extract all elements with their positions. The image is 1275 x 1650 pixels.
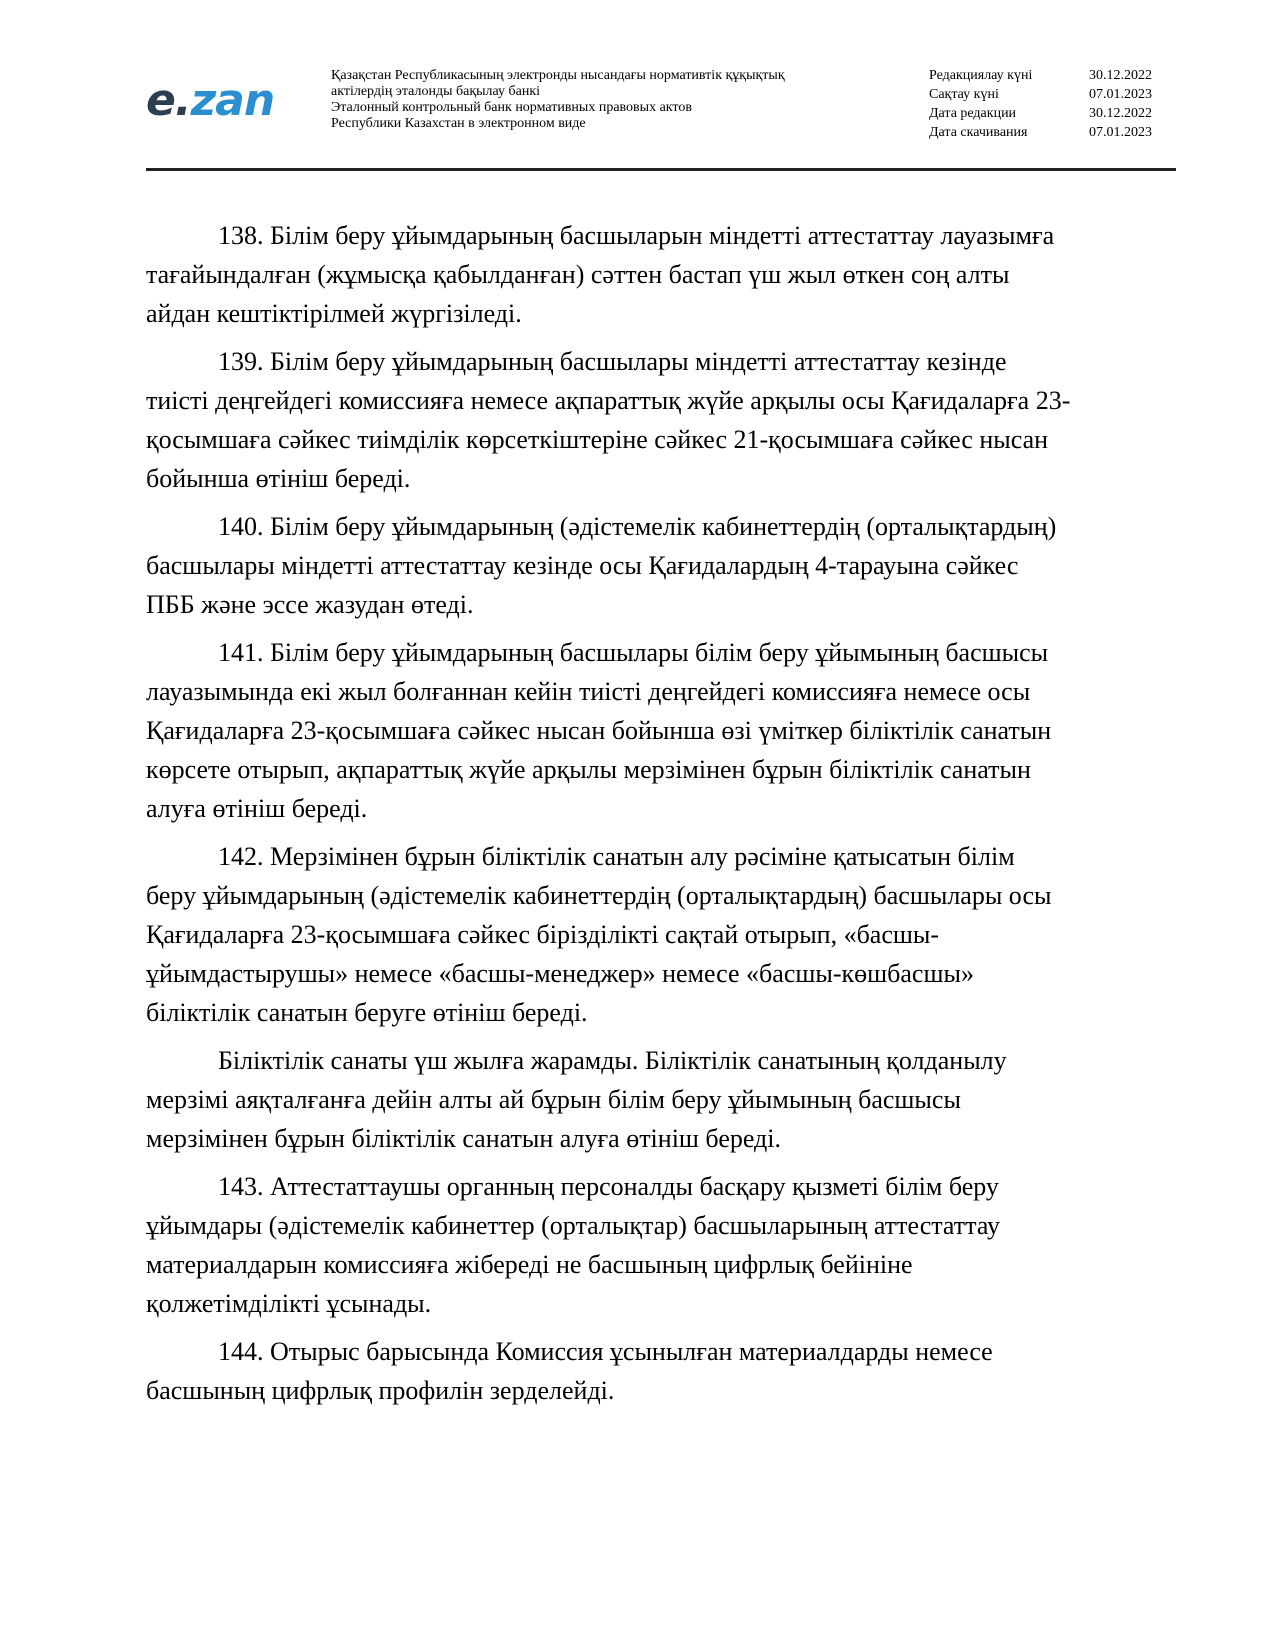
metadata-label: Дата редакции (929, 106, 1017, 121)
logo-e: e (146, 75, 175, 126)
paragraph-138: 138. Білім беру ұйымдарының басшыларын міндетті аттестаттау лауазымға тағайындалған (жұмысқа қабылданған) сәттен бастап үш жыл өткен соң алты айдан кештіктірілмей жүргізіледі. (146, 221, 1055, 328)
metadata-label: Дата скачивания (929, 125, 1028, 140)
header-line: Эталонный контрольный банк нормативных правовых актов (331, 100, 692, 115)
header-divider (146, 168, 1176, 171)
header-line: актілердің эталонды бақылау банкі (331, 84, 541, 99)
metadata-row (929, 104, 1179, 123)
logo-dot: . (174, 75, 191, 126)
metadata-value: 07.01.2023 (1089, 125, 1152, 140)
metadata-value: 30.12.2022 (1089, 106, 1152, 121)
paragraph-139: 139. Білім беру ұйымдарының басшылары міндетті аттестаттау кезінде тиісті деңгейдегі комиссияға немесе ақпараттық жүйе арқылы осы Қағидаларға 23- қосымшаға сәйкес тиімділік көрсеткіштеріне сәйкес 21-қосымшаға сәйкес нысан бойынша өтініш береді. (146, 347, 1071, 493)
metadata-table (929, 66, 1179, 142)
logo-zan: zan (190, 75, 275, 126)
paragraph-143: 143. Аттестаттаушы органның персоналды басқару қызметі білім беру ұйымдары (әдістемелік кабинеттер (орталықтар) басшыларының аттестаттау материалдарын комиссияға жібереді не басшының цифрлық бейініне қолжетімділікті ұсынады. (146, 1172, 1001, 1318)
metadata-label: Редакциялау күні (929, 68, 1033, 83)
header-line: Республики Казахстан в электронном виде (331, 116, 586, 131)
metadata-row (929, 123, 1179, 142)
page-header (146, 62, 1176, 168)
paragraph-140: 140. Білім беру ұйымдарының (әдістемелік кабинеттердің (орталықтардың) басшылары міндетті аттестаттау кезінде осы Қағидалардың 4-тарауына сәйкес ПББ және эссе жазудан өтеді. (146, 512, 1057, 619)
metadata-row (929, 85, 1179, 104)
ezan-logo (146, 76, 274, 126)
metadata-value: 30.12.2022 (1089, 68, 1152, 83)
metadata-label: Сақтау күні (929, 87, 999, 102)
paragraph-141: 141. Білім беру ұйымдарының басшылары білім беру ұйымының басшысы лауазымында екі жыл болғаннан кейін тиісті деңгейдегі комиссияға немесе осы Қағидаларға 23-қосымшаға сәйкес нысан бойынша өзі үміткер біліктілік санатын көрсете отырып, ақпараттық жүйе арқылы мерзімінен бұрын біліктілік санатын алуға өтініш береді. (146, 638, 1052, 823)
paragraph-144: 144. Отырыс барысында Комиссия ұсынылған материалдарды немесе басшының цифрлық профилін зерделейді. (146, 1337, 993, 1405)
header-line: Қазақстан Республикасының электронды нысандағы нормативтік құқықтық (331, 68, 785, 83)
paragraph-142: 142. Мерзімінен бұрын біліктілік санатын алу рәсіміне қатысатын білім беру ұйымдарының (әдістемелік кабинеттердің (орталықтардың) басшылары осы Қағидаларға 23-қосымшаға сәйкес бірізділікті сақтай отырып, «басшы- ұйымдастырушы» немесе «басшы-менеджер» немесе «басшы-көшбасшы» біліктілік санатын беруге өтініш береді. (146, 842, 1052, 1027)
metadata-row (929, 66, 1179, 85)
header-description (331, 68, 891, 132)
metadata-value: 07.01.2023 (1089, 87, 1152, 102)
document-body (146, 216, 1186, 1419)
paragraph-qualification-validity: Біліктілік санаты үш жылға жарамды. Біліктілік санатының қолданылу мерзімі аяқталғанға дейін алты ай бұрын білім беру ұйымының басшысы мерзімінен бұрын біліктілік санатын алуға өтініш береді. (146, 1046, 1007, 1153)
